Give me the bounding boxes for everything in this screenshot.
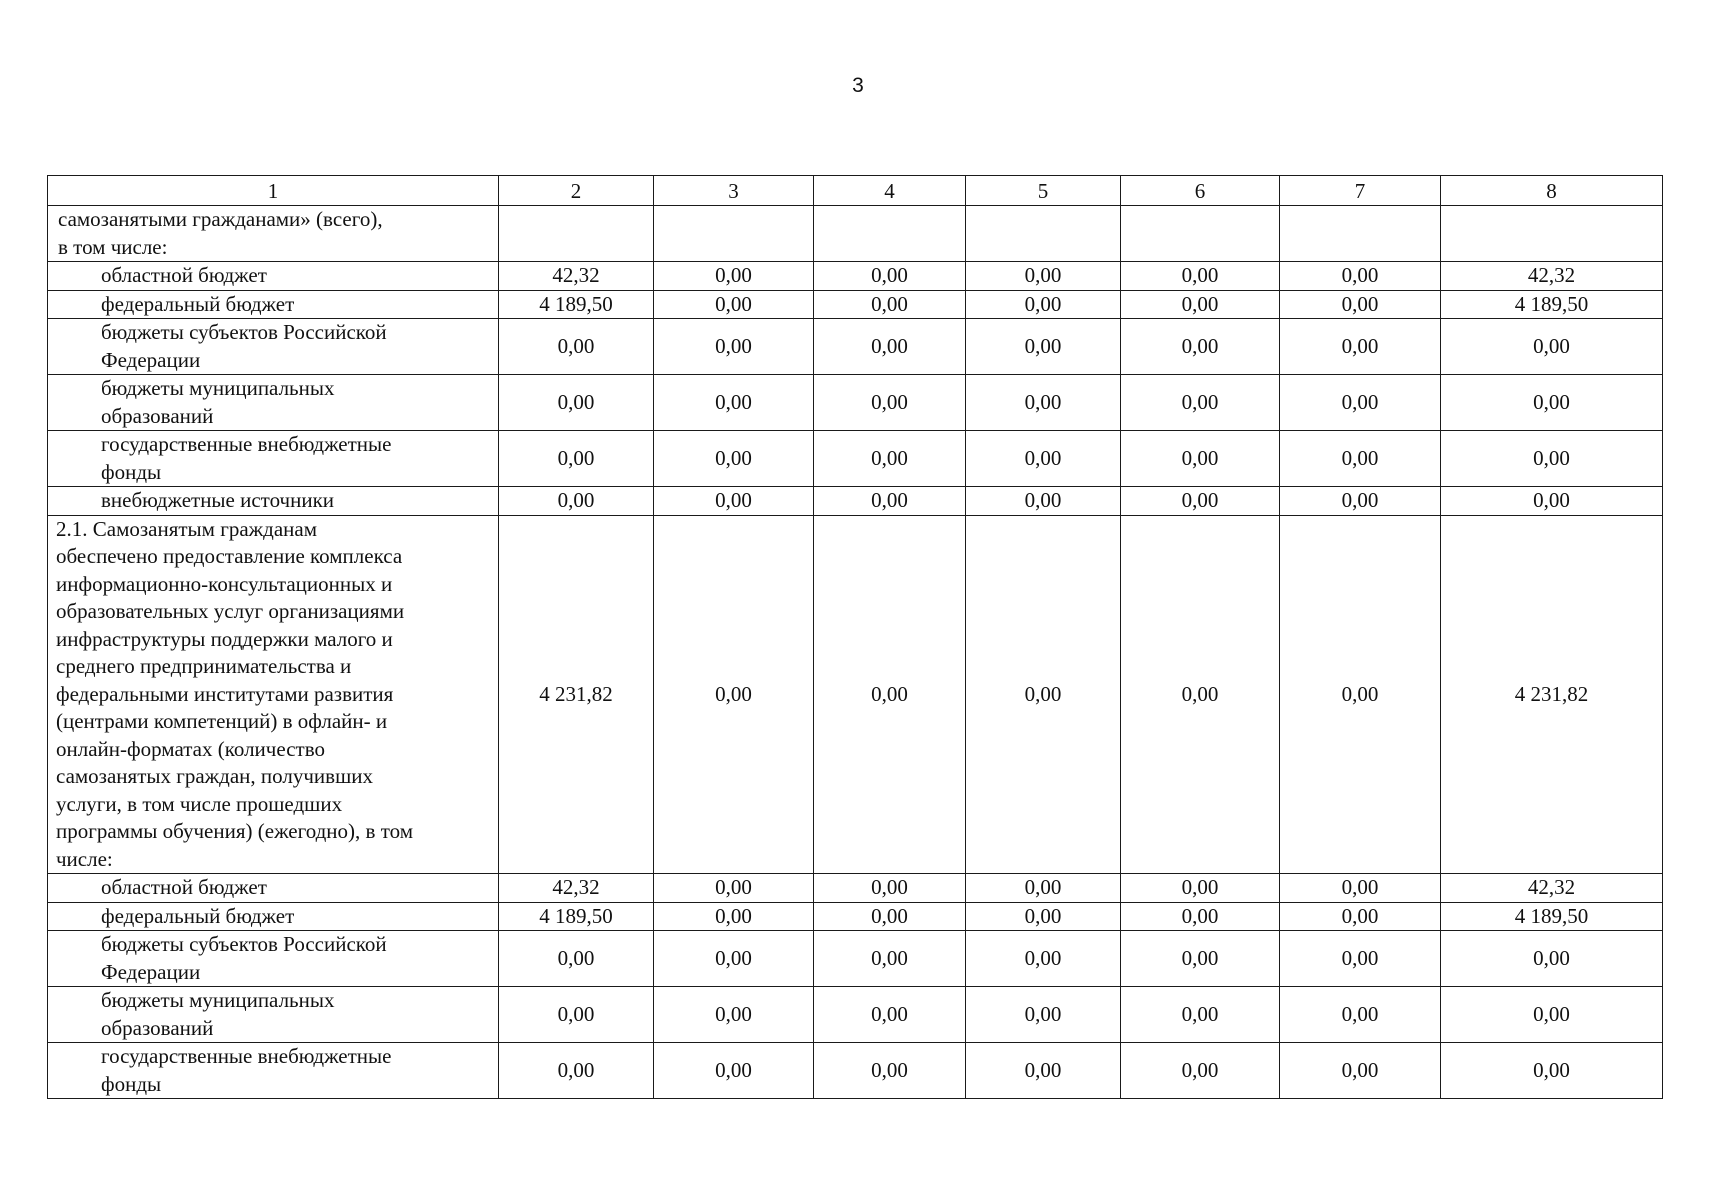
value-cell: 42,32: [1441, 262, 1663, 291]
value-cell: 0,00: [1121, 902, 1280, 931]
value-cell: 0,00: [1280, 487, 1441, 516]
value-cell: 0,00: [966, 431, 1121, 487]
value-cell: 4 189,50: [1441, 902, 1663, 931]
value-cell: 0,00: [814, 987, 966, 1043]
value-cell: 0,00: [499, 487, 654, 516]
value-cell: 4 231,82: [499, 515, 654, 874]
row-label: государственные внебюджетные фонды: [48, 431, 499, 487]
table-row: [48, 319, 1663, 375]
value-cell: 0,00: [966, 487, 1121, 516]
value-cell: 42,32: [499, 262, 654, 291]
value-cell: 4 189,50: [499, 290, 654, 319]
row-label: внебюджетные источники: [48, 487, 499, 516]
value-cell: 0,00: [1441, 987, 1663, 1043]
value-cell: 0,00: [654, 931, 814, 987]
column-header: 1: [48, 176, 499, 206]
table-row: [48, 1043, 1663, 1099]
value-cell: 0,00: [814, 262, 966, 291]
row-label: бюджеты муниципальных образований: [48, 375, 499, 431]
value-cell: 0,00: [966, 262, 1121, 291]
value-cell: 0,00: [1121, 375, 1280, 431]
value-cell: [654, 206, 814, 262]
row-label: бюджеты субъектов Российской Федерации: [48, 931, 499, 987]
value-cell: 0,00: [966, 319, 1121, 375]
value-cell: 0,00: [654, 902, 814, 931]
value-cell: 0,00: [499, 987, 654, 1043]
value-cell: 0,00: [1121, 874, 1280, 903]
value-cell: 0,00: [1121, 515, 1280, 874]
table-row: [48, 290, 1663, 319]
value-cell: 0,00: [966, 375, 1121, 431]
table-row: [48, 487, 1663, 516]
value-cell: [499, 206, 654, 262]
table-row: [48, 987, 1663, 1043]
value-cell: 0,00: [654, 987, 814, 1043]
value-cell: 0,00: [1121, 262, 1280, 291]
value-cell: 0,00: [966, 290, 1121, 319]
value-cell: 0,00: [1121, 431, 1280, 487]
value-cell: 0,00: [1280, 290, 1441, 319]
value-cell: 0,00: [654, 1043, 814, 1099]
value-cell: 0,00: [814, 375, 966, 431]
table-row: [48, 431, 1663, 487]
value-cell: 0,00: [654, 375, 814, 431]
value-cell: 0,00: [814, 515, 966, 874]
value-cell: 0,00: [654, 290, 814, 319]
value-cell: 0,00: [814, 431, 966, 487]
value-cell: 0,00: [654, 431, 814, 487]
value-cell: 4 231,82: [1441, 515, 1663, 874]
table-body: [48, 176, 1663, 1099]
value-cell: 0,00: [1121, 290, 1280, 319]
value-cell: 0,00: [654, 319, 814, 375]
column-header: 4: [814, 176, 966, 206]
value-cell: [1121, 206, 1280, 262]
row-label: федеральный бюджет: [48, 290, 499, 319]
value-cell: 4 189,50: [499, 902, 654, 931]
value-cell: 0,00: [966, 874, 1121, 903]
value-cell: 0,00: [966, 1043, 1121, 1099]
value-cell: 0,00: [1280, 319, 1441, 375]
value-cell: 0,00: [654, 515, 814, 874]
value-cell: 42,32: [1441, 874, 1663, 903]
budget-table: [47, 175, 1663, 1099]
value-cell: 0,00: [966, 987, 1121, 1043]
row-label: бюджеты субъектов Российской Федерации: [48, 319, 499, 375]
value-cell: 0,00: [654, 487, 814, 516]
value-cell: 0,00: [814, 1043, 966, 1099]
table-row: [48, 902, 1663, 931]
value-cell: 0,00: [654, 262, 814, 291]
value-cell: 0,00: [814, 902, 966, 931]
value-cell: 0,00: [966, 902, 1121, 931]
value-cell: 0,00: [966, 931, 1121, 987]
column-header: 7: [1280, 176, 1441, 206]
value-cell: 0,00: [1280, 515, 1441, 874]
value-cell: 0,00: [1280, 931, 1441, 987]
row-label: государственные внебюджетные фонды: [48, 1043, 499, 1099]
value-cell: 0,00: [1280, 1043, 1441, 1099]
value-cell: 0,00: [1441, 931, 1663, 987]
value-cell: 0,00: [1280, 874, 1441, 903]
value-cell: 0,00: [499, 931, 654, 987]
table-row: [48, 515, 1663, 874]
column-header: 6: [1121, 176, 1280, 206]
row-label: 2.1. Самозанятым гражданам обеспечено предоставление комплекса информационно-консультационных и образовательных услуг организациями инфраструктуры поддержки малого и среднего предпринимательства и федеральными институтами развития (центрами компетенций) в офлайн- и онлайн-форматах (количество самозанятых граждан, получивших услуги, в том числе прошедших программы обучения) (ежегодно), в том числе:: [48, 515, 499, 874]
value-cell: 0,00: [1280, 262, 1441, 291]
value-cell: 0,00: [1121, 319, 1280, 375]
table-row: [48, 874, 1663, 903]
value-cell: 0,00: [814, 319, 966, 375]
column-number-row: [48, 176, 1663, 206]
value-cell: 0,00: [1121, 931, 1280, 987]
value-cell: [814, 206, 966, 262]
value-cell: [966, 206, 1121, 262]
value-cell: 0,00: [1441, 319, 1663, 375]
row-label: областной бюджет: [48, 874, 499, 903]
value-cell: 0,00: [499, 431, 654, 487]
value-cell: 0,00: [1441, 487, 1663, 516]
value-cell: 0,00: [814, 487, 966, 516]
value-cell: 0,00: [1121, 1043, 1280, 1099]
column-header: 3: [654, 176, 814, 206]
table-row: [48, 375, 1663, 431]
value-cell: [1280, 206, 1441, 262]
row-label: бюджеты муниципальных образований: [48, 987, 499, 1043]
value-cell: 0,00: [1121, 987, 1280, 1043]
value-cell: 0,00: [966, 515, 1121, 874]
value-cell: 4 189,50: [1441, 290, 1663, 319]
value-cell: 0,00: [1280, 902, 1441, 931]
value-cell: 0,00: [499, 1043, 654, 1099]
value-cell: 0,00: [1441, 431, 1663, 487]
value-cell: 0,00: [654, 874, 814, 903]
row-label: самозанятыми гражданами» (всего), в том числе:: [48, 206, 499, 262]
value-cell: 42,32: [499, 874, 654, 903]
value-cell: 0,00: [1280, 375, 1441, 431]
value-cell: 0,00: [1280, 431, 1441, 487]
row-label: областной бюджет: [48, 262, 499, 291]
value-cell: 0,00: [499, 375, 654, 431]
column-header: 5: [966, 176, 1121, 206]
value-cell: 0,00: [1280, 987, 1441, 1043]
value-cell: 0,00: [499, 319, 654, 375]
page-number: 3: [852, 74, 864, 97]
value-cell: 0,00: [814, 874, 966, 903]
value-cell: 0,00: [1441, 375, 1663, 431]
value-cell: 0,00: [814, 290, 966, 319]
table-row: [48, 206, 1663, 262]
value-cell: 0,00: [814, 931, 966, 987]
table-row: [48, 931, 1663, 987]
table-row: [48, 262, 1663, 291]
column-header: 8: [1441, 176, 1663, 206]
value-cell: [1441, 206, 1663, 262]
column-header: 2: [499, 176, 654, 206]
value-cell: 0,00: [1121, 487, 1280, 516]
row-label: федеральный бюджет: [48, 902, 499, 931]
value-cell: 0,00: [1441, 1043, 1663, 1099]
